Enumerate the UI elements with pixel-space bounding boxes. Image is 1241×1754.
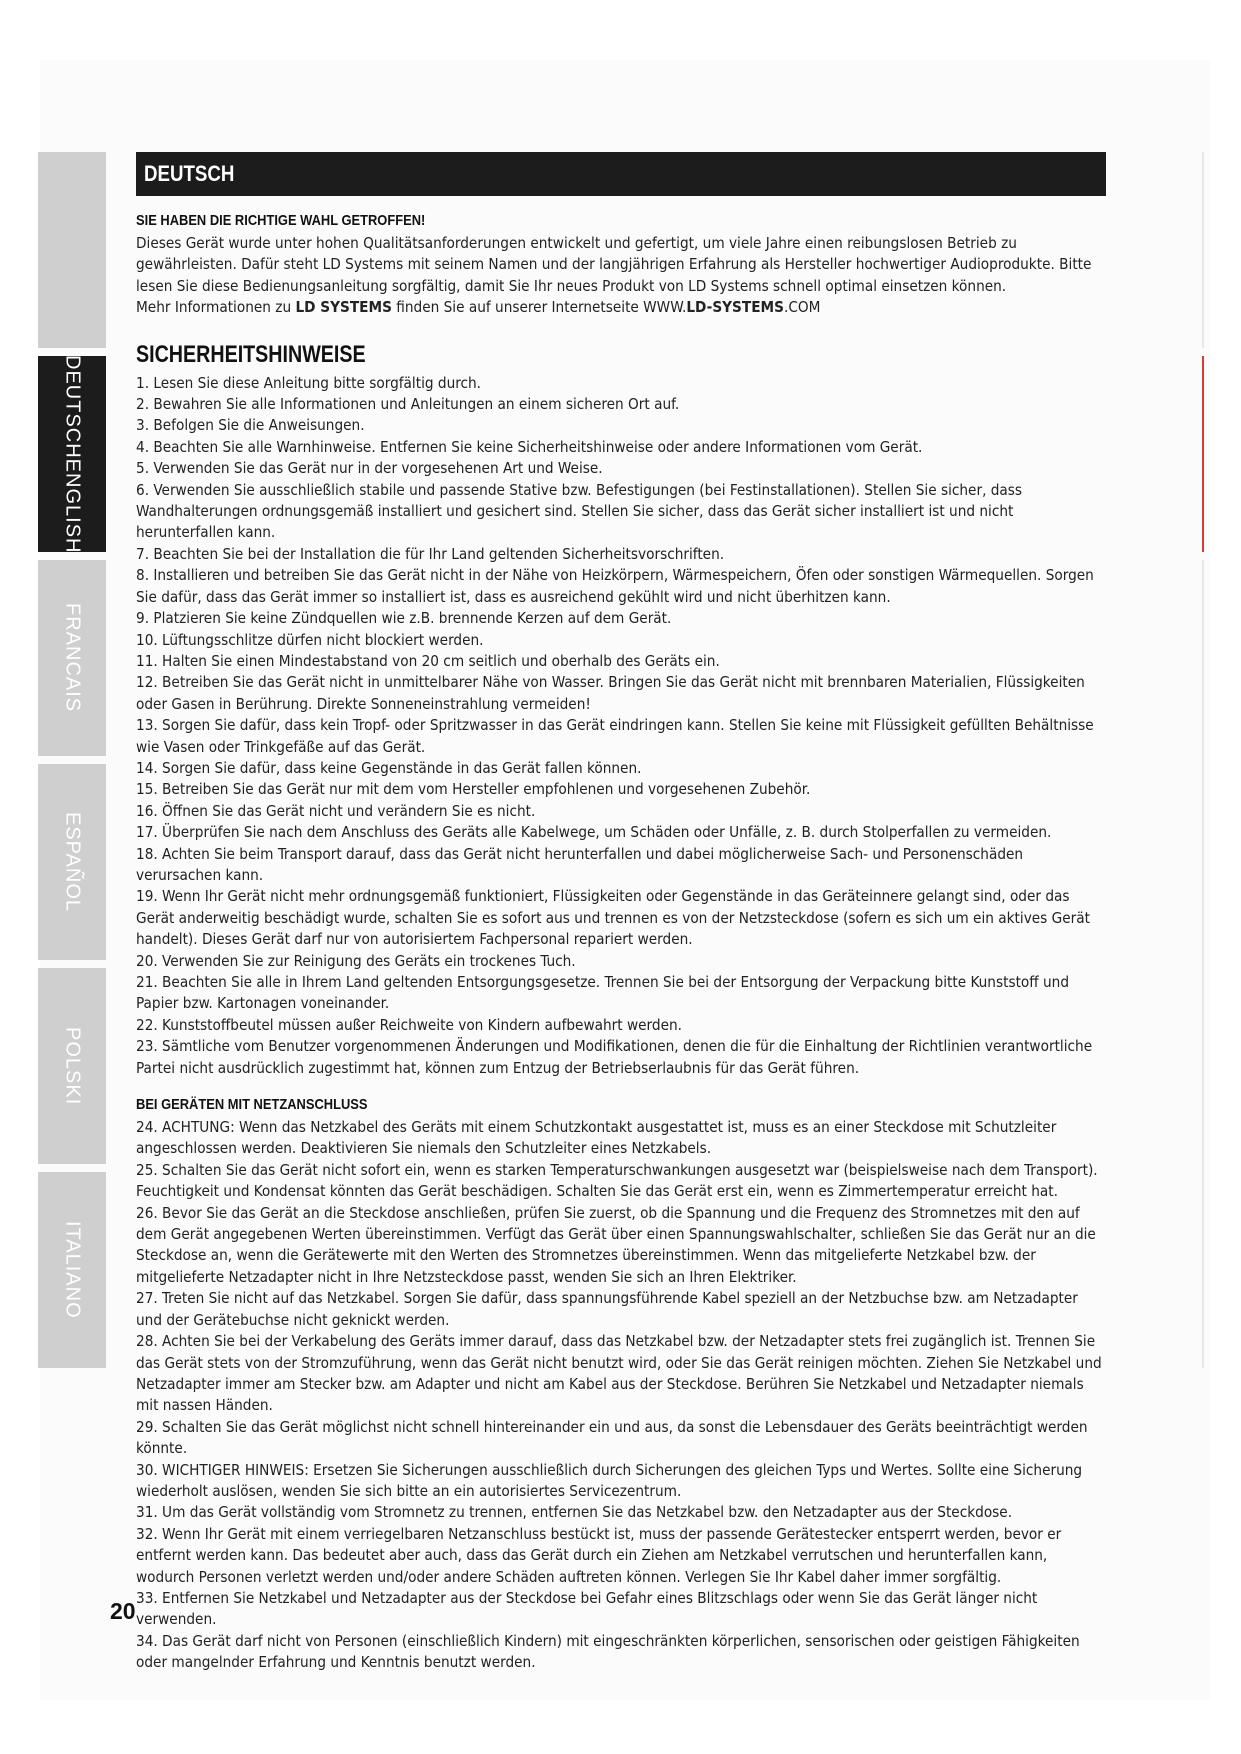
safety-item: 1. Lesen Sie diese Anleitung bitte sorgfältig durch. — [136, 373, 482, 392]
safety-item: 19. Wenn Ihr Gerät nicht mehr ordnungsgemäß funktioniert, Flüssigkeiten oder Gegenstände in das Geräteinnere gelangt sind, oder das Gerät anderweitig beschädigt wurde, schalten Sie es sofort aus und trennen es von der Netzsteckdose (sofern es sich um ein aktives Gerät handelt). Dieses Gerät darf nur von autorisiertem Fachpersonal repariert werden. — [136, 887, 1090, 949]
safety-item: 11. Halten Sie einen Mindestabstand von 20 cm seitlich und oberhalb des Geräts ein. — [136, 651, 720, 670]
side-tab-label: FRANCAIS — [61, 603, 84, 713]
more-info-prefix: Mehr Informationen zu — [136, 298, 296, 317]
mains-item: 32. Wenn Ihr Gerät mit einem verriegelbaren Netzanschluss bestückt ist, muss der passende Gerätestecker entsperrt werden, bevor er entfernt werden kann. Das bedeutet aber auch, dass das Gerät durch ein Ziehen am Netzkabel verrutschen und herunterfallen kann, wodurch Personen verletzt werden und/oder andere Schäden auftreten können. Verlegen Sie Ihr Kabel daher immer sorgfältig. — [136, 1524, 1062, 1586]
more-info-mid: finden Sie auf unserer Internetseite WWW. — [391, 298, 687, 317]
mains-item: 26. Bevor Sie das Gerät an die Steckdose anschließen, prüfen Sie zuerst, ob die Spannung und die Frequenz des Stromnetzes mit den auf dem Gerät angegebenen Werten übereinstimmen. Verfügt das Gerät über einen Spannungswahlschalter, schließen Sie das Gerät nur an die Steckdose an, wenn die Gerätewerte mit den Werten des Stromnetzes übereinstimmen. Wenn das mitgelieferte Netzkabel bzw. der mitgelieferte Netzadapter nicht in Ihre Netzsteckdose passt, wenden Sie sich an Ihren Elektriker. — [136, 1203, 1096, 1286]
edge-line — [1202, 560, 1204, 1368]
safety-item: 9. Platzieren Sie keine Zündquellen wie z.B. brennende Kerzen auf dem Gerät. — [136, 609, 672, 628]
website-suffix: .COM — [784, 298, 821, 317]
safety-item: 20. Verwenden Sie zur Reinigung des Geräts ein trockenes Tuch. — [136, 951, 576, 970]
safety-item: 12. Betreiben Sie das Gerät nicht in unmittelbarer Nähe von Wasser. Bringen Sie das Gerät nicht mit brennbaren Materialien, Flüssigkeiten oder Gasen in Berührung. Direkte Sonneneinstrahlung vermeiden! — [136, 673, 1085, 713]
side-tab-label: ITALIANO — [61, 1221, 84, 1319]
language-title: DEUTSCH — [144, 161, 235, 186]
language-header — [136, 152, 1106, 196]
side-tab-espanol[interactable] — [38, 764, 106, 960]
side-tab-label: DEUTSCHENGLISH — [61, 354, 84, 554]
safety-item: 17. Überprüfen Sie nach dem Anschluss des Geräts alle Kabelwege, um Schäden oder Unfälle, z. B. durch Stolperfallen zu vermeiden. — [136, 823, 1052, 842]
mains-item: 33. Entfernen Sie Netzkabel und Netzadapter aus der Steckdose bei Gefahr eines Blitzschlags oder wenn Sie das Gerät länger nicht verwenden. — [136, 1588, 1038, 1629]
intro-body: Dieses Gerät wurde unter hohen Qualitätsanforderungen entwickelt und gefertigt, um viele Jahre einen reibungslosen Betrieb zu gewährleisten. Dafür steht LD Systems mit seinem Namen und der langjährigen Erfahrung als Hersteller hochwertiger Audioprodukte. Bitte lesen Sie diese Bedienungsanleitung sorgfältig, damit Sie Ihr neues Produkt von LD Systems schnell optimal einsetzen können. — [136, 234, 1092, 295]
intro-heading: SIE HABEN DIE RICHTIGE WAHL GETROFFEN! — [136, 212, 426, 229]
side-tab-blank — [38, 152, 106, 348]
safety-item: 8. Installieren und betreiben Sie das Gerät nicht in der Nähe von Heizkörpern, Wärmespeichern, Öfen oder sonstigen Wärmequellen. Sorgen Sie dafür, dass das Gerät immer so installiert ist, dass es ausreichend gekühlt wird und nicht überhitzen kann. — [136, 566, 1094, 606]
safety-list — [136, 373, 1106, 1079]
side-tab-deutsch-english[interactable] — [38, 356, 106, 552]
safety-item: 10. Lüftungsschlitze dürfen nicht blockiert werden. — [136, 630, 484, 649]
safety-item: 4. Beachten Sie alle Warnhinweise. Entfernen Sie keine Sicherheitshinweise oder andere Informationen vom Gerät. — [136, 437, 923, 456]
safety-item: 22. Kunststoffbeutel müssen außer Reichweite von Kindern aufbewahrt werden. — [136, 1015, 682, 1034]
safety-item: 7. Beachten Sie bei der Installation die für Ihr Land geltenden Sicherheitsvorschriften. — [136, 544, 725, 563]
edge-accent-line — [1202, 356, 1204, 552]
intro-more-info — [136, 297, 1106, 318]
mains-item: 30. WICHTIGER HINWEIS: Ersetzen Sie Sicherungen ausschließlich durch Sicherungen des gleichen Typs und Wertes. Sollte eine Sicherung wiederholt auslösen, wenden Sie sich bitte an ein autorisiertes Servicezentrum. — [136, 1460, 1083, 1500]
safety-item: 3. Befolgen Sie die Anweisungen. — [136, 416, 365, 435]
side-tab-label: ESPAÑOL — [61, 812, 84, 912]
edge-line — [1202, 152, 1204, 348]
side-tab-label: POLSKI — [61, 1026, 84, 1106]
mains-item: 29. Schalten Sie das Gerät möglichst nicht schnell hintereinander ein und aus, da sonst die Lebensdauer des Geräts beeinträchtigt werden könnte. — [136, 1417, 1088, 1458]
brand-name: LD SYSTEMS — [295, 298, 392, 317]
mains-item: 28. Achten Sie bei der Verkabelung des Geräts immer darauf, dass das Netzkabel bzw. der Netzadapter stets frei zugänglich ist. Trennen Sie das Gerät stets von der Stromzuführung, wenn das Gerät nicht benutzt wird, oder Sie das Gerät reinigen möchten. Ziehen Sie Netzkabel und Netzadapter immer am Stecker bzw. am Adapter und nicht am Kabel aus der Steckdose. Berühren Sie Netzkabel und Netzadapter niemals mit nassen Händen. — [136, 1332, 1102, 1415]
safety-item: 6. Verwenden Sie ausschließlich stabile und passende Stative bzw. Befestigungen (bei Festinstallationen). Stellen Sie sicher, dass Wandhalterungen ordnungsgemäß installiert und gesichert sind. Stellen Sie sicher, dass das Gerät sicher installiert ist und nicht herunterfallen kann. — [136, 480, 1023, 542]
safety-item: 13. Sorgen Sie dafür, dass kein Tropf- oder Spritzwasser in das Gerät eindringen kann. Stellen Sie keine mit Flüssigkeit gefüllten Behältnisse wie Vasen oder Trinkgefäße auf das Gerät. — [136, 716, 1094, 756]
safety-title: SICHERHEITSHINWEISE — [136, 340, 366, 368]
mains-item: 24. ACHTUNG: Wenn das Netzkabel des Geräts mit einem Schutzkontakt ausgestattet ist, muss es an einer Steckdose mit Schutzleiter angeschlossen werden. Deaktivieren Sie niemals den Schutzleiter eines Netzkabels. — [136, 1118, 1057, 1158]
mains-item: 31. Um das Gerät vollständig vom Stromnetz zu trennen, entfernen Sie das Netzkabel bzw. den Netzadapter aus der Steckdose. — [136, 1503, 1013, 1522]
mains-heading: BEI GERÄTEN MIT NETZANSCHLUSS — [136, 1096, 368, 1114]
mains-item: 25. Schalten Sie das Gerät nicht sofort ein, wenn es starken Temperaturschwankungen ausgesetzt war (beispielsweise nach dem Transport). Feuchtigkeit und Kondensat könnten das Gerät beschädigen. Schalten Sie das Gerät erst ein, wenn es Zimmertemperatur erreicht hat. — [136, 1160, 1098, 1201]
mains-item: 34. Das Gerät darf nicht von Personen (einschließlich Kindern) mit eingeschränkten körperlichen, sensorischen oder geistigen Fähigkeiten oder mangelnder Erfahrung und Kenntnis benutzt werden. — [136, 1631, 1080, 1672]
mains-list — [136, 1117, 1106, 1674]
safety-item: 21. Beachten Sie alle in Ihrem Land geltenden Entsorgungsgesetze. Trennen Sie bei der Entsorgung der Verpackung bitte Kunststoff und Papier bzw. Kartonagen voneinander. — [136, 973, 1070, 1013]
website-domain[interactable]: LD-SYSTEMS — [686, 298, 784, 317]
safety-item: 2. Bewahren Sie alle Informationen und Anleitungen an einem sicheren Ort auf. — [136, 395, 680, 414]
safety-item: 16. Öffnen Sie das Gerät nicht und verändern Sie es nicht. — [136, 801, 536, 820]
safety-item: 18. Achten Sie beim Transport darauf, dass das Gerät nicht herunterfallen und dabei möglicherweise Sach- und Personenschäden verursachen kann. — [136, 844, 1024, 884]
side-tab-italiano[interactable] — [38, 1172, 106, 1368]
content — [136, 212, 1106, 1674]
page-number: 20 — [110, 1598, 136, 1624]
side-tab-francais[interactable] — [38, 560, 106, 756]
safety-item: 23. Sämtliche vom Benutzer vorgenommenen Änderungen und Modifikationen, denen die für die Einhaltung der Richtlinien verantwortliche Partei nicht ausdrücklich zugestimmt hat, können zum Entzug der Betriebserlaubnis für das Gerät führen. — [136, 1037, 1093, 1077]
safety-item: 14. Sorgen Sie dafür, dass keine Gegenstände in das Gerät fallen können. — [136, 758, 642, 777]
mains-item: 27. Treten Sie nicht auf das Netzkabel. Sorgen Sie dafür, dass spannungsführende Kabel speziell an der Netzbuchse bzw. am Netzadapter und der Gerätebuchse nicht geknickt werden. — [136, 1289, 1078, 1329]
safety-item: 15. Betreiben Sie das Gerät nur mit dem vom Hersteller empfohlenen und vorgesehenen Zubehör. — [136, 780, 811, 799]
side-tab-polski[interactable] — [38, 968, 106, 1164]
safety-item: 5. Verwenden Sie das Gerät nur in der vorgesehenen Art und Weise. — [136, 459, 603, 478]
